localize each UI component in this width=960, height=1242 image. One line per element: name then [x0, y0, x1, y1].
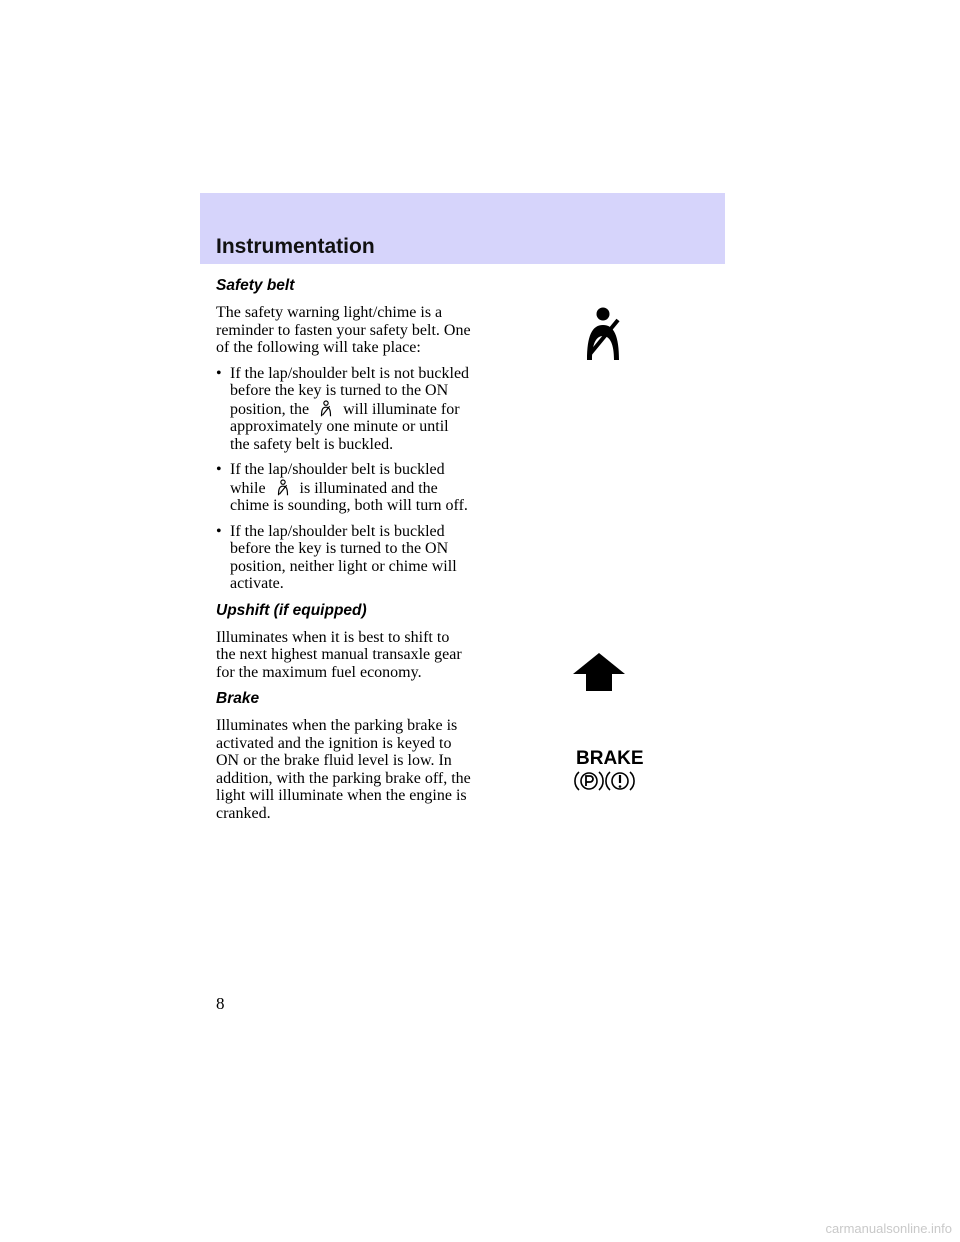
seatbelt-icon: [578, 306, 628, 366]
bullet-dot: •: [216, 364, 222, 382]
bullet-dot: •: [216, 522, 222, 540]
watermark: carmanualsonline.info: [825, 1221, 952, 1236]
safety-belt-intro: The safety warning light/chime is a reminder to fasten your safety belt. One of the following will take place:: [216, 304, 471, 356]
brake-symbol-label: BRAKE: [576, 748, 644, 769]
list-item: [216, 523, 471, 593]
main-content: [216, 276, 471, 830]
brake-text: Illuminates when the parking brake is activated and the ignition is keyed to ON or the brake fluid level is low. In addition, with the parking brake off, the light will illuminate when the engine is cranked.: [216, 717, 471, 822]
list-item: [216, 461, 471, 515]
bullet-text: will illuminate for approximately one minute or until the safety belt is buckled.: [230, 400, 460, 453]
upshift-heading: Upshift (if equipped): [216, 601, 367, 619]
brake-heading: Brake: [216, 690, 260, 707]
seatbelt-icon: [274, 479, 292, 497]
bullet-text: If the lap/shoulder belt is buckled while: [230, 461, 445, 497]
section-header-band: [200, 193, 725, 264]
up-arrow-icon: [573, 653, 625, 691]
bullet-dot: •: [216, 461, 222, 478]
list-item: [216, 365, 471, 454]
bullet-text: If the lap/shoulder belt is not buckled before the key is turned to the ON position, the: [230, 364, 470, 418]
seatbelt-icon: [317, 400, 335, 418]
section-title: Instrumentation: [216, 235, 375, 258]
bullet-text: If the lap/shoulder belt is buckled before the key is turned to the ON position, neither light or chime will activate.: [230, 522, 457, 592]
page-number: 8: [216, 994, 225, 1013]
brake-warning-icon: [574, 768, 636, 794]
bullet-text: is illuminated and the chime is sounding, both will turn off.: [230, 479, 468, 514]
upshift-text: Illuminates when it is best to shift to the next highest manual transaxle gear for the maximum fuel economy.: [216, 628, 462, 681]
safety-belt-heading: Safety belt: [216, 277, 295, 294]
